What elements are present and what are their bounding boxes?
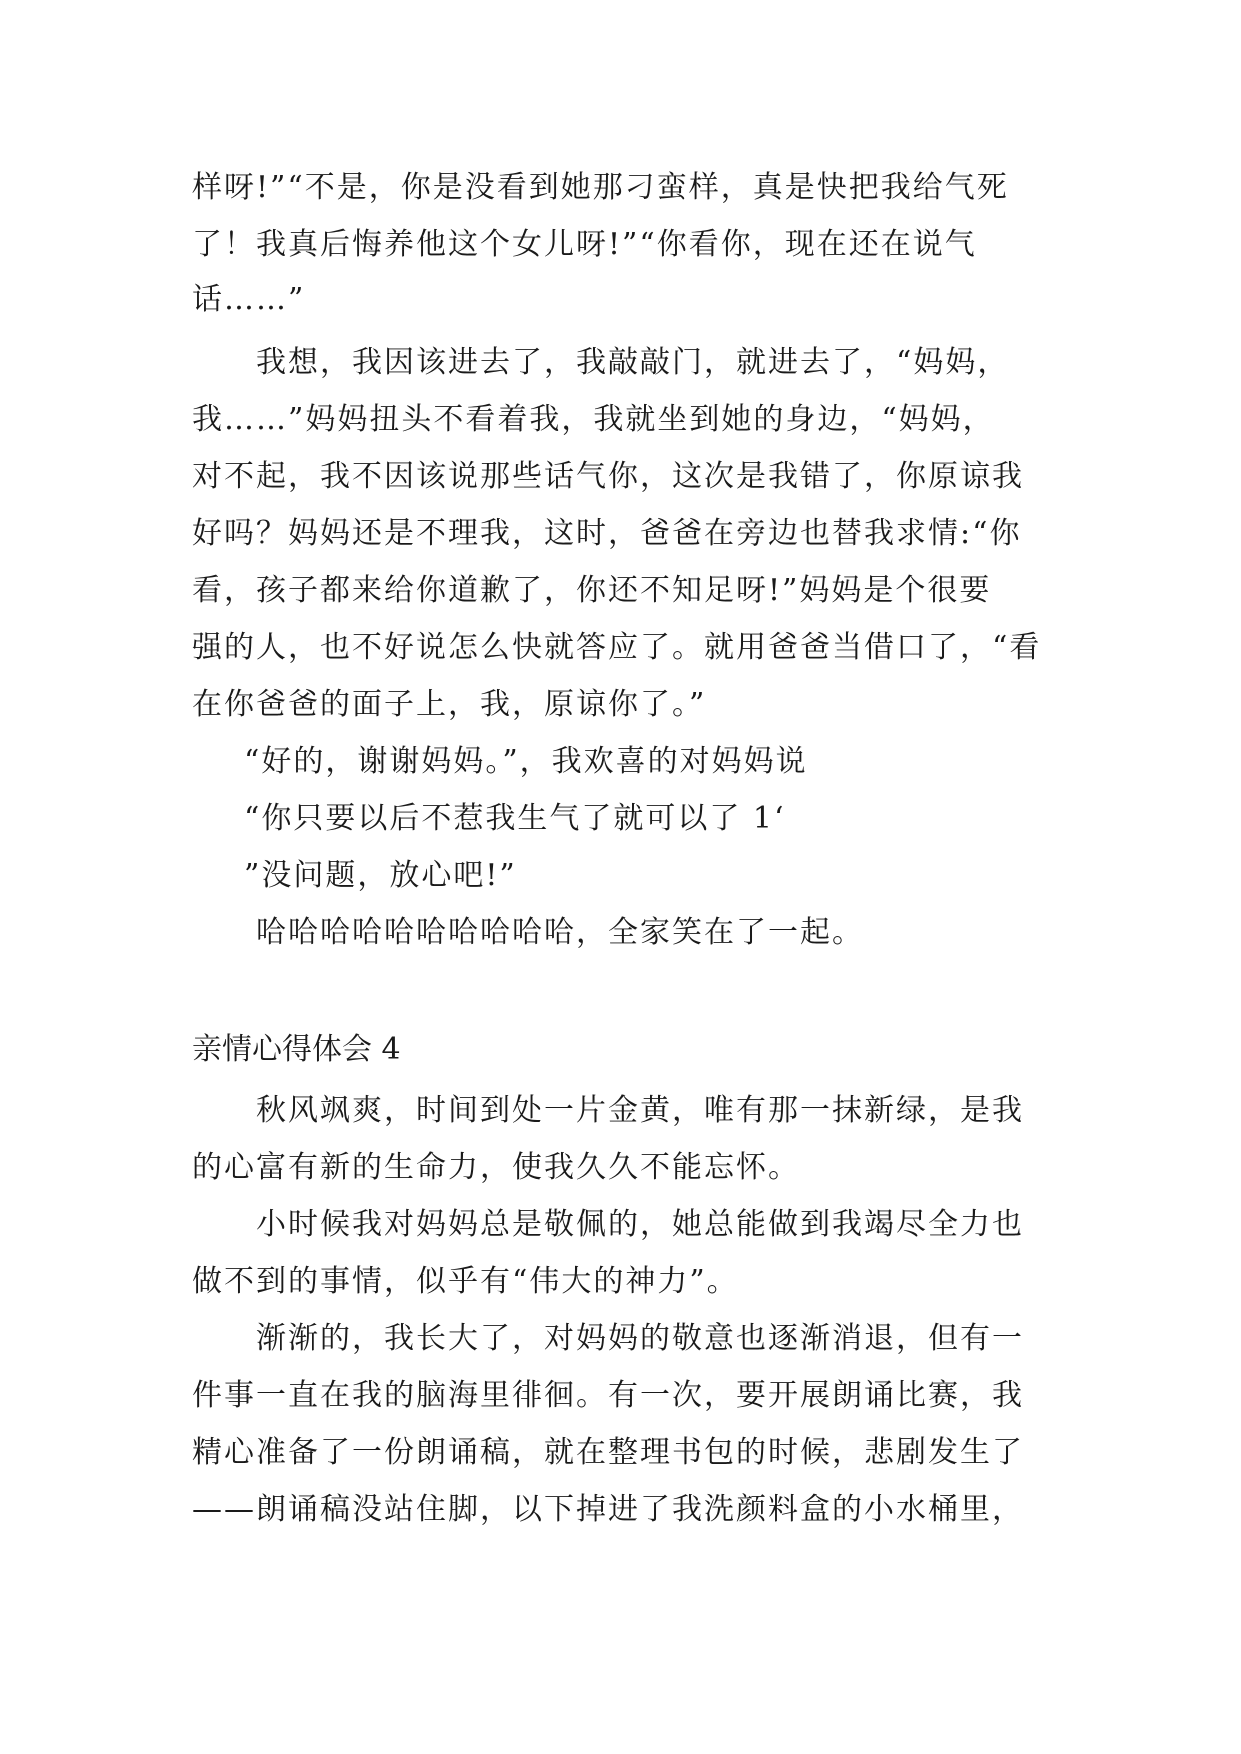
text-line: 件事一直在我的脑海里徘徊。有一次，要开展朗诵比赛，我 <box>192 1378 1024 1413</box>
text-line: 做不到的事情，似乎有“伟大的神力”。 <box>192 1264 739 1299</box>
dialogue-line: “好的，谢谢妈妈。”，我欢喜的对妈妈说 <box>244 744 808 779</box>
section-heading: 亲情心得体会 4 <box>192 1032 401 1067</box>
text-line: 好吗？妈妈还是不理我，这时，爸爸在旁边也替我求情:“你 <box>192 516 1022 551</box>
paragraph-start: 小时候我对妈妈总是敬佩的，她总能做到我竭尽全力也 <box>256 1207 1024 1242</box>
text-line: 对不起，我不因该说那些话气你，这次是我错了，你原谅我 <box>192 459 1024 494</box>
text-line: 强的人，也不好说怎么快就答应了。就用爸爸当借口了，“看 <box>192 630 1042 665</box>
text-line: 精心准备了一份朗诵稿，就在整理书包的时候，悲剧发生了 <box>192 1435 1024 1470</box>
paragraph-start: 哈哈哈哈哈哈哈哈哈哈，全家笑在了一起。 <box>256 915 864 950</box>
text-line: 了！我真后悔养他这个女儿呀!”“你看你，现在还在说气 <box>192 227 977 262</box>
dialogue-line: “你只要以后不惹我生气了就可以了 1‘ <box>244 801 786 836</box>
text-line: 我……”妈妈扭头不看着我，我就坐到她的身边，“妈妈， <box>192 402 995 437</box>
paragraph-start: 我想，我因该进去了，我敲敲门，就进去了，“妈妈， <box>256 345 1010 380</box>
text-line: 样呀!”“不是，你是没看到她那刁蛮样，真是快把我给气死 <box>192 170 1009 205</box>
text-line: 在你爸爸的面子上，我，原谅你了。” <box>192 687 707 722</box>
paragraph-start: 秋风飒爽，时间到处一片金黄，唯有那一抹新绿，是我 <box>256 1093 1024 1128</box>
paragraph-start: 渐渐的，我长大了，对妈妈的敬意也逐渐消退，但有一 <box>256 1321 1024 1356</box>
text-line: 的心富有新的生命力，使我久久不能忘怀。 <box>192 1150 800 1185</box>
text-line: 话……” <box>192 282 306 317</box>
text-line: 看，孩子都来给你道歉了，你还不知足呀!”妈妈是个很要 <box>192 573 992 608</box>
dialogue-line: ”没问题，放心吧!” <box>244 858 517 893</box>
text-line: ——朗诵稿没站住脚，以下掉进了我洗颜料盒的小水桶里， <box>192 1492 1024 1527</box>
